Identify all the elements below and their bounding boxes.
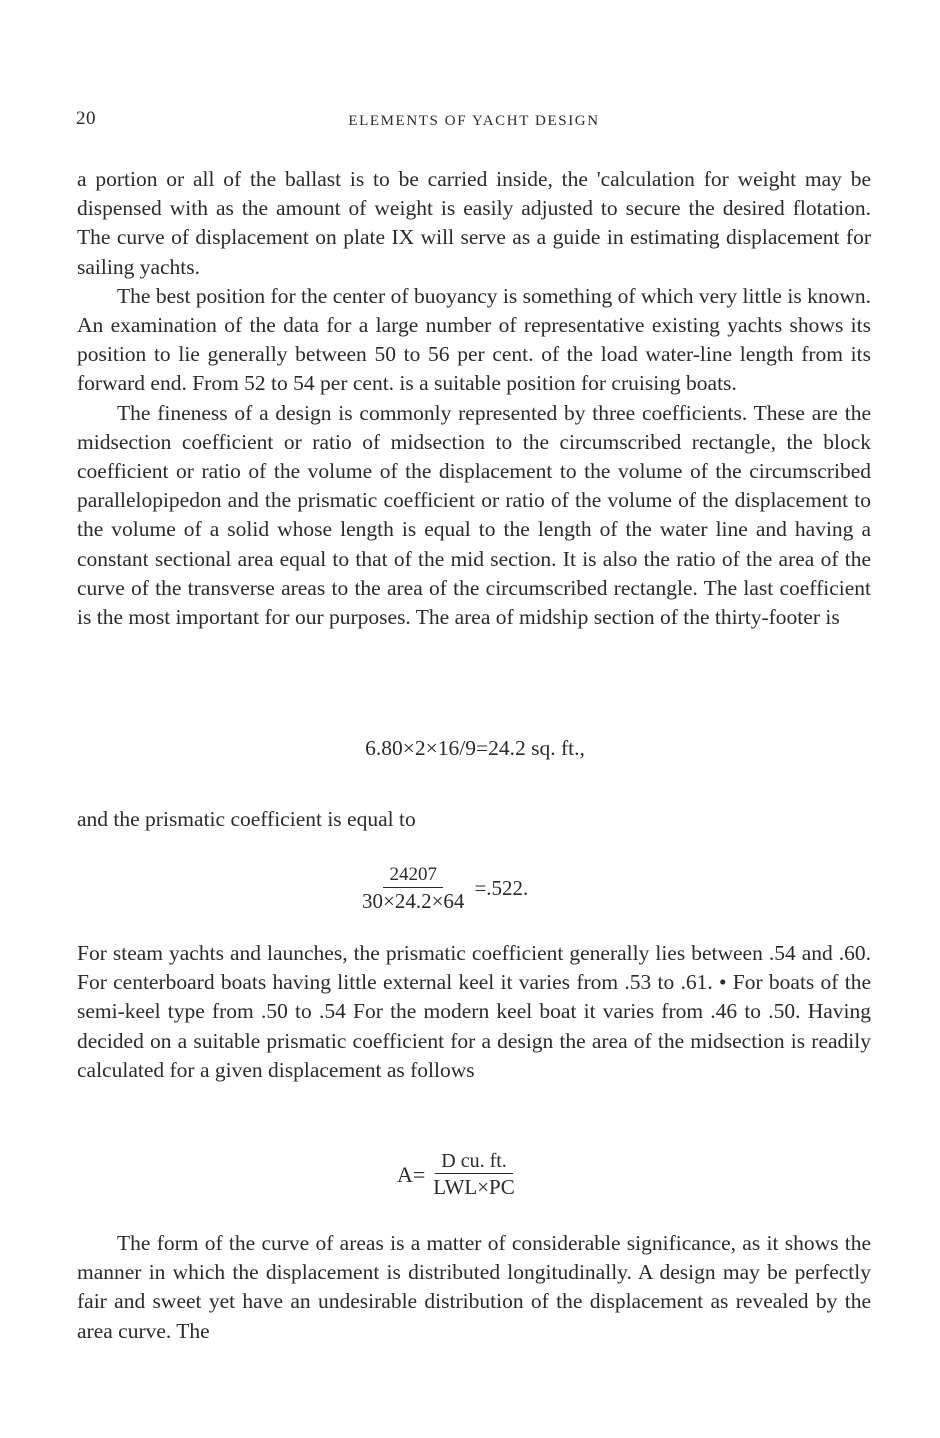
formula-prismatic-coefficient [356, 864, 528, 913]
formula-midsection-area [397, 1150, 521, 1199]
fraction-numerator: D cu. ft. [435, 1150, 513, 1174]
paragraph-curve-of-areas: The form of the curve of areas is a matter of considerable significance, as it shows the manner in which the displacement is distributed longitudinally. A design may be perfectly fair and sweet yet have an undesirable distribution of the displacement as revealed by the area curve. The [77, 1231, 871, 1343]
formula-lhs: A= [397, 1161, 426, 1187]
formula-result: =.522. [474, 876, 529, 900]
paragraph-coefficient-ranges: For steam yachts and launches, the prismatic coefficient generally lies between .54 and .60. For centerboard boats having little external keel it varies from .53 to .61. • For boats of the semi-keel type from .50 to .54 For the modern keel boat it varies from .46 to .50. Having decided on a suitable prismatic coefficient for a design the area of the midsection is readily calculated for a given displacement as follows [77, 941, 871, 1082]
text-block-top [77, 165, 871, 632]
text-block-bottom [77, 1229, 871, 1346]
page-number: 20 [76, 108, 96, 129]
paragraph-coefficients: The fineness of a design is commonly represented by three coefficients. These are the midsection coefficient or ratio of midsection to the circumscribed rectangle, the block coefficient or ratio of the volume of the displacement to the volume of the circumscribed parallelopipedon and the prismatic coefficient or ratio of the volume of the displacement to the volume of a solid whose length is equal to the length of the water line and having a constant sectional area equal to that of the mid section. It is also the ratio of the area of the curve of the transverse areas to the area of the circumscribed rectangle. The last coefficient is the most important for our purposes. The area of midship section of the thirty-footer is [77, 400, 871, 630]
paragraph-prismatic-intro: and the prismatic coefficient is equal to [77, 807, 416, 831]
fraction-numerator: 24207 [383, 864, 443, 888]
paragraph-ballast: a portion or all of the ballast is to be carried inside, the 'calculation for weight may be dispensed with as the amount of weight is easily adjusted to secure the desired flotation. The curve of displacement on plate IX will serve as a guide in estimating displacement for sailing yachts. [77, 167, 871, 279]
formula-midship-area: 6.80×2×16/9=24.2 sq. ft., [365, 736, 585, 760]
paragraph-center-of-buoyancy: The best position for the center of buoyancy is something of which very little is known. An examination of the data for a large number of representative existing yachts shows its position to lie generally between 50 to 56 per cent. of the load water-line length from its forward end. From 52 to 54 per cent. is a suitable position for cruising boats. [77, 283, 871, 396]
text-block-ranges [77, 939, 871, 1085]
running-head: ELEMENTS OF YACHT DESIGN [348, 113, 600, 129]
text-block-prismatic-intro [77, 805, 871, 834]
fraction-denominator: LWL×PC [433, 1175, 515, 1199]
fraction-denominator: 30×24.2×64 [362, 889, 465, 913]
fraction [356, 864, 470, 913]
fraction [427, 1150, 520, 1199]
